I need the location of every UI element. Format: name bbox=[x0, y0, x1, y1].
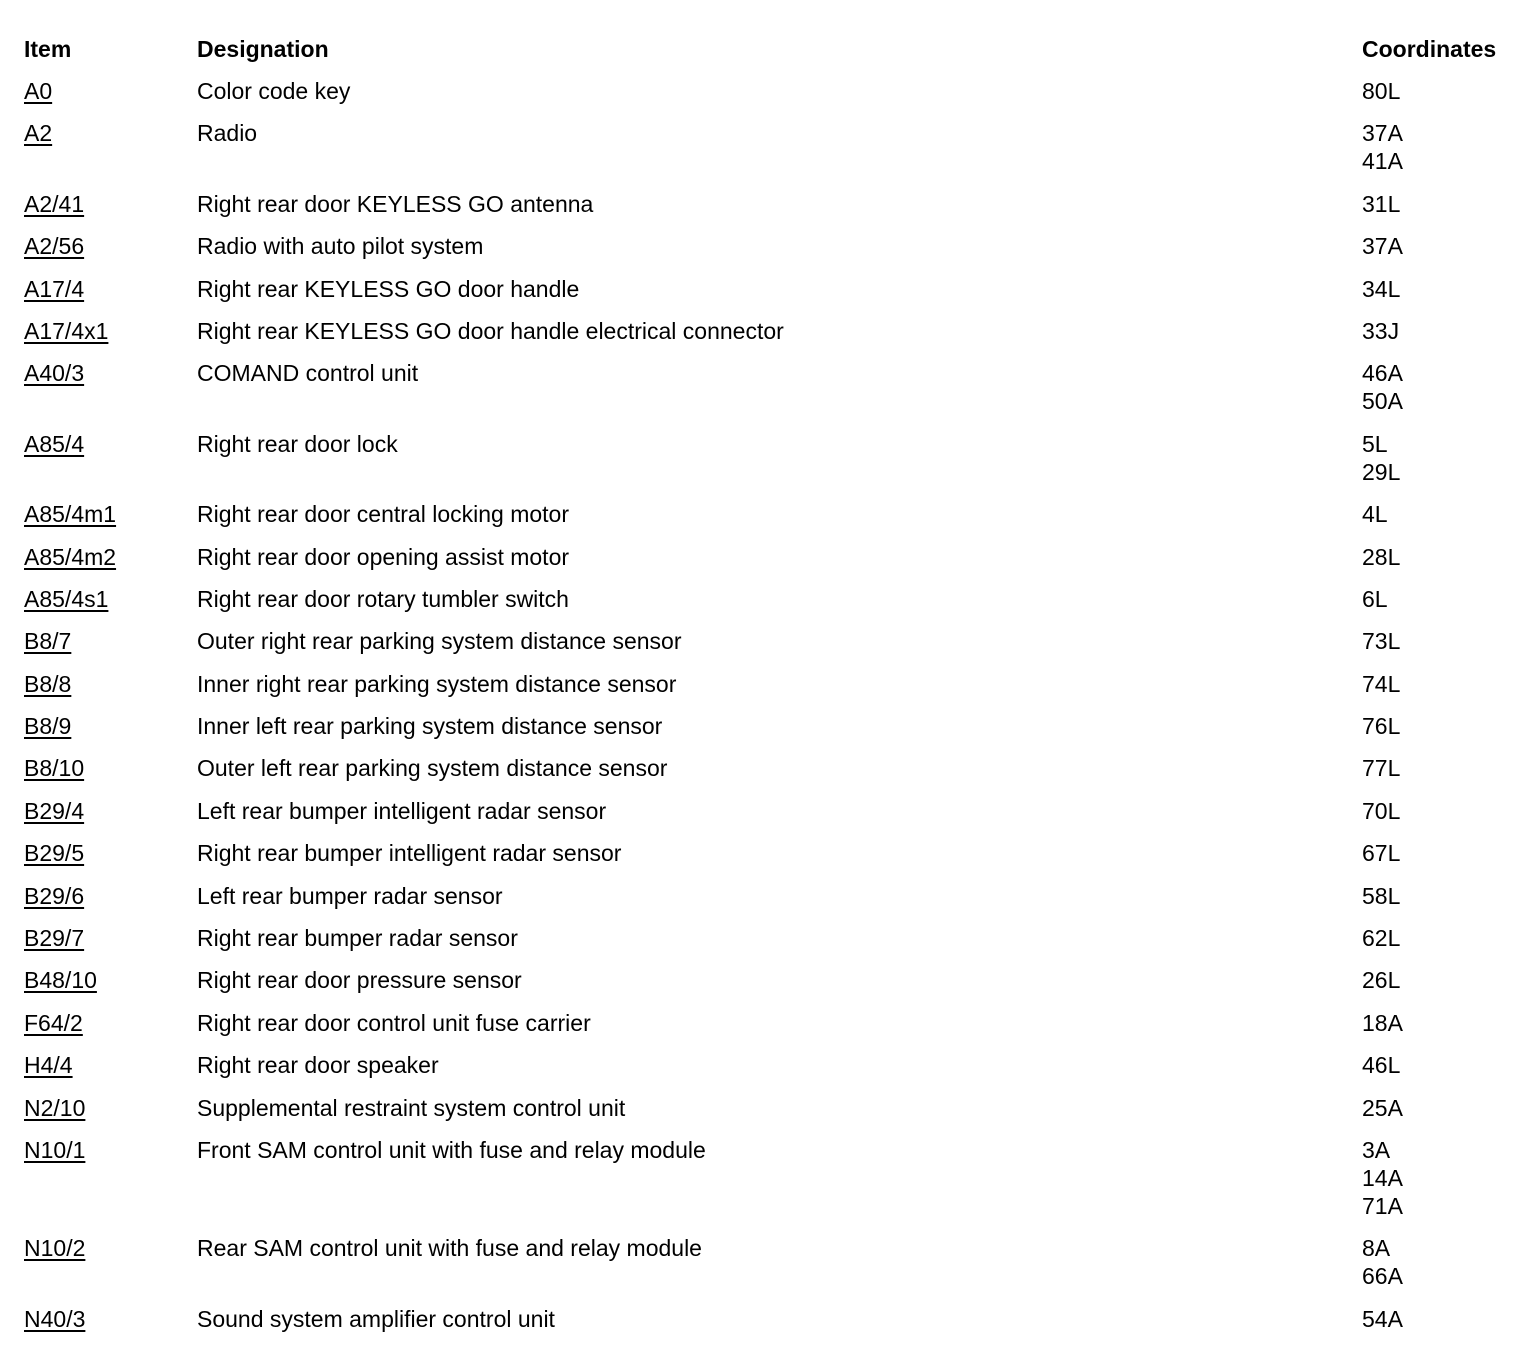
table-row bbox=[0, 754, 1536, 796]
designation-text: Supplemental restraint system control unit bbox=[197, 1094, 626, 1121]
coordinates-cell bbox=[1362, 924, 1536, 952]
coordinate-value: 76L bbox=[1362, 713, 1401, 740]
coordinate-value: 5L bbox=[1362, 430, 1388, 457]
coordinate-value: 50A bbox=[1362, 388, 1403, 415]
designation-text: Right rear door speaker bbox=[197, 1052, 439, 1079]
table-header bbox=[0, 34, 1536, 64]
item-link[interactable]: N10/1 bbox=[24, 1136, 86, 1163]
table-row bbox=[0, 839, 1536, 881]
item-link[interactable]: B8/10 bbox=[24, 755, 85, 782]
item-link[interactable]: B8/8 bbox=[24, 670, 72, 697]
coordinates-cell bbox=[1362, 712, 1536, 740]
coordinate-value: 18A bbox=[1362, 1009, 1403, 1036]
table-row bbox=[0, 1234, 1536, 1304]
designation-text: Right rear door control unit fuse carrier bbox=[197, 1009, 591, 1036]
designation-text: Right rear door opening assist motor bbox=[197, 543, 570, 570]
coordinate-value: 71A bbox=[1362, 1192, 1403, 1219]
designation-text: Outer left rear parking system distance sensor bbox=[197, 755, 668, 782]
item-link[interactable]: N40/3 bbox=[24, 1305, 86, 1332]
coordinates-cell bbox=[1362, 77, 1536, 105]
coordinates-cell bbox=[1362, 754, 1536, 782]
designation-text: Color code key bbox=[197, 78, 351, 104]
coordinate-value: 8A bbox=[1362, 1235, 1391, 1262]
coordinates-cell bbox=[1362, 966, 1536, 994]
coordinates-cell bbox=[1362, 500, 1536, 528]
table-row bbox=[0, 317, 1536, 359]
coordinates-cell bbox=[1362, 797, 1536, 825]
item-link[interactable]: A0 bbox=[24, 78, 53, 104]
designation-text: Right rear door lock bbox=[197, 430, 398, 457]
item-link[interactable]: A85/4s1 bbox=[24, 585, 109, 612]
designation-text: Right rear KEYLESS GO door handle bbox=[197, 275, 580, 302]
coordinates-cell bbox=[1362, 839, 1536, 867]
designation-text: Left rear bumper radar sensor bbox=[197, 882, 503, 909]
designation-text: Right rear bumper intelligent radar sensor bbox=[197, 840, 622, 867]
coordinate-value: 62L bbox=[1362, 925, 1401, 952]
coordinate-value: 3A bbox=[1362, 1136, 1391, 1163]
item-link[interactable]: H4/4 bbox=[24, 1052, 73, 1079]
designation-text: Right rear door rotary tumbler switch bbox=[197, 585, 569, 612]
coordinate-value: 67L bbox=[1362, 840, 1401, 867]
table-row bbox=[0, 232, 1536, 274]
coordinate-value: 58L bbox=[1362, 882, 1401, 909]
table-row bbox=[0, 966, 1536, 1008]
coordinate-value: 80L bbox=[1362, 78, 1401, 104]
coordinate-value: 73L bbox=[1362, 628, 1401, 655]
table-row bbox=[0, 585, 1536, 627]
designation-column-header: Designation bbox=[197, 36, 329, 62]
coordinates-cell bbox=[1362, 1234, 1536, 1290]
coordinates-cell bbox=[1362, 585, 1536, 613]
item-column-header: Item bbox=[24, 36, 72, 62]
table-row bbox=[0, 882, 1536, 924]
item-link[interactable]: A85/4m1 bbox=[24, 501, 117, 528]
table-row bbox=[0, 275, 1536, 317]
item-link[interactable]: A40/3 bbox=[24, 360, 85, 387]
item-link[interactable]: B29/5 bbox=[24, 840, 85, 867]
designation-text: Sound system amplifier control unit bbox=[197, 1305, 555, 1332]
component-table-body bbox=[0, 77, 1536, 1347]
coordinate-value: 6L bbox=[1362, 585, 1388, 612]
designation-text: Left rear bumper intelligent radar sensor bbox=[197, 797, 607, 824]
designation-text: Outer right rear parking system distance sensor bbox=[197, 628, 682, 655]
coordinate-value: 29L bbox=[1362, 458, 1401, 485]
table-row bbox=[0, 924, 1536, 966]
table-row bbox=[0, 500, 1536, 542]
item-link[interactable]: A2/41 bbox=[24, 190, 85, 217]
coordinate-value: 66A bbox=[1362, 1263, 1403, 1290]
coordinates-cell bbox=[1362, 317, 1536, 345]
coordinate-value: 70L bbox=[1362, 797, 1401, 824]
item-link[interactable]: B48/10 bbox=[24, 967, 97, 994]
table-row bbox=[0, 1305, 1536, 1347]
designation-text: Inner left rear parking system distance sensor bbox=[197, 713, 663, 740]
item-link[interactable]: A85/4 bbox=[24, 430, 85, 457]
coordinates-column-header: Coordinates bbox=[1362, 36, 1497, 62]
item-link[interactable]: B8/7 bbox=[24, 628, 72, 655]
coordinate-value: 33J bbox=[1362, 317, 1400, 344]
coordinates-cell bbox=[1362, 232, 1536, 260]
item-link[interactable]: A17/4x1 bbox=[24, 317, 109, 344]
coordinate-value: 46L bbox=[1362, 1052, 1401, 1079]
coordinates-cell bbox=[1362, 627, 1536, 655]
table-row bbox=[0, 190, 1536, 232]
coordinate-value: 41A bbox=[1362, 148, 1403, 175]
designation-text: Rear SAM control unit with fuse and relay module bbox=[197, 1235, 702, 1262]
designation-text: Radio with auto pilot system bbox=[197, 233, 484, 260]
table-row bbox=[0, 1136, 1536, 1234]
coordinates-cell bbox=[1362, 190, 1536, 218]
coordinate-value: 34L bbox=[1362, 275, 1401, 302]
table-row bbox=[0, 119, 1536, 189]
table-row bbox=[0, 359, 1536, 429]
item-link[interactable]: B29/6 bbox=[24, 882, 85, 909]
item-link[interactable]: B29/4 bbox=[24, 797, 85, 824]
designation-text: Inner right rear parking system distance sensor bbox=[197, 670, 677, 697]
coordinate-value: 77L bbox=[1362, 755, 1401, 782]
designation-text: Radio bbox=[197, 120, 258, 147]
coordinate-value: 74L bbox=[1362, 670, 1401, 697]
coordinate-value: 4L bbox=[1362, 501, 1388, 528]
coordinate-value: 54A bbox=[1362, 1305, 1403, 1332]
coordinate-value: 37A bbox=[1362, 233, 1403, 260]
coordinates-cell bbox=[1362, 359, 1536, 415]
table-row bbox=[0, 430, 1536, 500]
coordinates-cell bbox=[1362, 543, 1536, 571]
item-link[interactable]: A2 bbox=[24, 120, 53, 147]
coordinates-cell bbox=[1362, 1305, 1536, 1333]
item-link[interactable]: N10/2 bbox=[24, 1235, 86, 1262]
table-row bbox=[0, 712, 1536, 754]
item-link[interactable]: N2/10 bbox=[24, 1094, 86, 1121]
coordinates-cell bbox=[1362, 119, 1536, 175]
table-row bbox=[0, 77, 1536, 119]
coordinates-cell bbox=[1362, 1051, 1536, 1079]
item-link[interactable]: B29/7 bbox=[24, 925, 85, 952]
table-row bbox=[0, 797, 1536, 839]
coordinate-value: 31L bbox=[1362, 190, 1401, 217]
designation-text: Right rear door KEYLESS GO antenna bbox=[197, 190, 594, 217]
coordinate-value: 14A bbox=[1362, 1164, 1403, 1191]
table-row bbox=[0, 1051, 1536, 1093]
coordinates-cell bbox=[1362, 275, 1536, 303]
table-row bbox=[0, 1094, 1536, 1136]
coordinates-cell bbox=[1362, 670, 1536, 698]
coordinate-value: 37A bbox=[1362, 120, 1403, 147]
designation-text: Front SAM control unit with fuse and relay module bbox=[197, 1136, 706, 1163]
coordinate-value: 26L bbox=[1362, 967, 1401, 994]
coordinates-cell bbox=[1362, 1136, 1536, 1220]
coordinate-value: 46A bbox=[1362, 360, 1403, 387]
coordinate-value: 28L bbox=[1362, 543, 1401, 570]
designation-text: Right rear door pressure sensor bbox=[197, 967, 522, 994]
table-row bbox=[0, 627, 1536, 669]
designation-text: COMAND control unit bbox=[197, 360, 419, 387]
item-link[interactable]: A85/4m2 bbox=[24, 543, 117, 570]
designation-text: Right rear bumper radar sensor bbox=[197, 925, 518, 952]
coordinates-cell bbox=[1362, 882, 1536, 910]
coordinates-cell bbox=[1362, 1009, 1536, 1037]
item-link[interactable]: A2/56 bbox=[24, 233, 85, 260]
designation-text: Right rear KEYLESS GO door handle electrical connector bbox=[197, 317, 784, 344]
coordinates-cell bbox=[1362, 430, 1536, 486]
table-row bbox=[0, 670, 1536, 712]
item-link[interactable]: F64/2 bbox=[24, 1009, 83, 1036]
item-link[interactable]: A17/4 bbox=[24, 275, 85, 302]
coordinates-cell bbox=[1362, 1094, 1536, 1122]
coordinate-value: 25A bbox=[1362, 1094, 1403, 1121]
table-row bbox=[0, 543, 1536, 585]
designation-text: Right rear door central locking motor bbox=[197, 501, 569, 528]
table-row bbox=[0, 1009, 1536, 1051]
item-link[interactable]: B8/9 bbox=[24, 713, 72, 740]
